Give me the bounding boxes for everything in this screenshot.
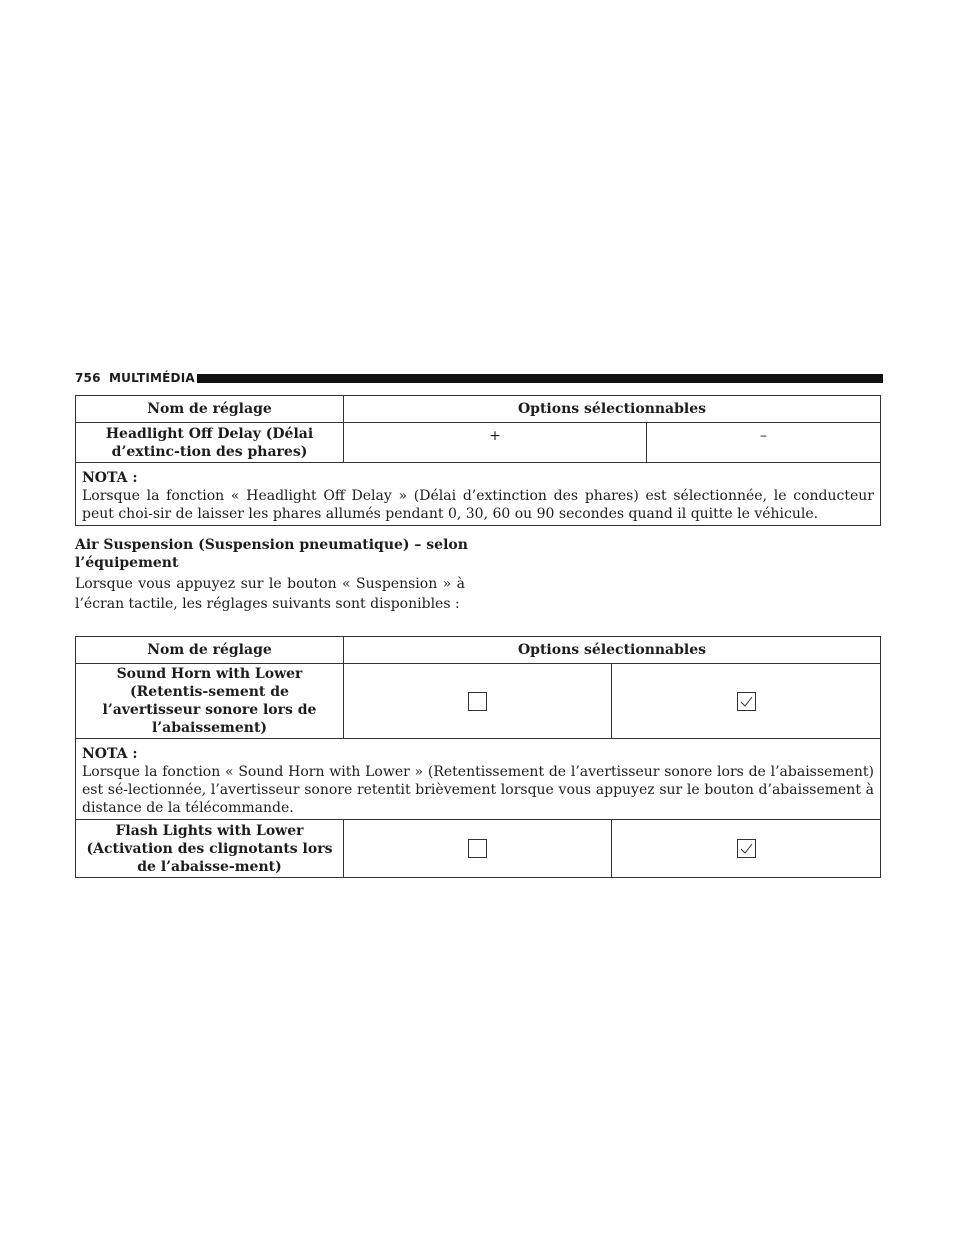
note-text: Lorsque la fonction « Sound Horn with Lower » (Retentissement de l’avertisseur sonore lors de l’abaissement) est sé-lectionnée, l’avertisseur sonore retentit brièvement lorsque vous appuyez sur le bouton d’abaissement à distance de la télécommande. xyxy=(82,764,874,816)
option-checked xyxy=(612,820,881,878)
setting-name-headlight-off-delay: Headlight Off Delay (Délai d’extinc-tion des phares) xyxy=(76,423,344,463)
headlight-settings-table xyxy=(75,395,881,526)
checkbox-unchecked-icon xyxy=(468,692,487,711)
page-header xyxy=(75,370,883,386)
option-unchecked xyxy=(344,820,612,878)
option-plus: + xyxy=(344,423,647,463)
setting-name-flash-lights: Flash Lights with Lower (Activation des clignotants lors de l’abaisse-ment) xyxy=(76,820,344,878)
note-row xyxy=(76,739,881,820)
table-row xyxy=(76,423,881,463)
column-header-options: Options sélectionnables xyxy=(344,637,881,664)
section-title: MULTIMÉDIA xyxy=(109,371,195,385)
checkbox-checked-icon xyxy=(737,839,756,858)
checkbox-checked-icon xyxy=(737,692,756,711)
option-unchecked xyxy=(344,664,612,739)
note-cell xyxy=(76,739,881,820)
note-title: NOTA : xyxy=(82,746,138,762)
setting-name-sound-horn: Sound Horn with Lower (Retentis-sement de l’avertisseur sonore lors de l’abaissement) xyxy=(76,664,344,739)
table-header-row xyxy=(76,637,881,664)
option-checked xyxy=(612,664,881,739)
page-number: 756 xyxy=(75,371,101,385)
table-header-row xyxy=(76,396,881,423)
section-heading: Air Suspension (Suspension pneumatique) – selon l’équipement xyxy=(75,537,468,571)
section-paragraph: Lorsque vous appuyez sur le bouton « Suspension » à l’écran tactile, les réglages suivants sont disponibles : xyxy=(75,576,465,612)
option-minus: – xyxy=(647,423,881,463)
checkbox-unchecked-icon xyxy=(468,839,487,858)
table-row xyxy=(76,664,881,739)
column-header-setting: Nom de réglage xyxy=(76,396,344,423)
table-row xyxy=(76,820,881,878)
note-text: Lorsque la fonction « Headlight Off Delay » (Délai d’extinction des phares) est sélectionnée, le conducteur peut choi-sir de laisser les phares allumés pendant 0, 30, 60 ou 90 secondes quand il quitte le véhicule. xyxy=(82,488,874,522)
column-header-setting: Nom de réglage xyxy=(76,637,344,664)
note-row xyxy=(76,463,881,526)
note-title: NOTA : xyxy=(82,470,138,486)
note-cell xyxy=(76,463,881,526)
header-rule xyxy=(197,374,883,383)
column-header-options: Options sélectionnables xyxy=(344,396,881,423)
suspension-settings-table xyxy=(75,636,881,878)
